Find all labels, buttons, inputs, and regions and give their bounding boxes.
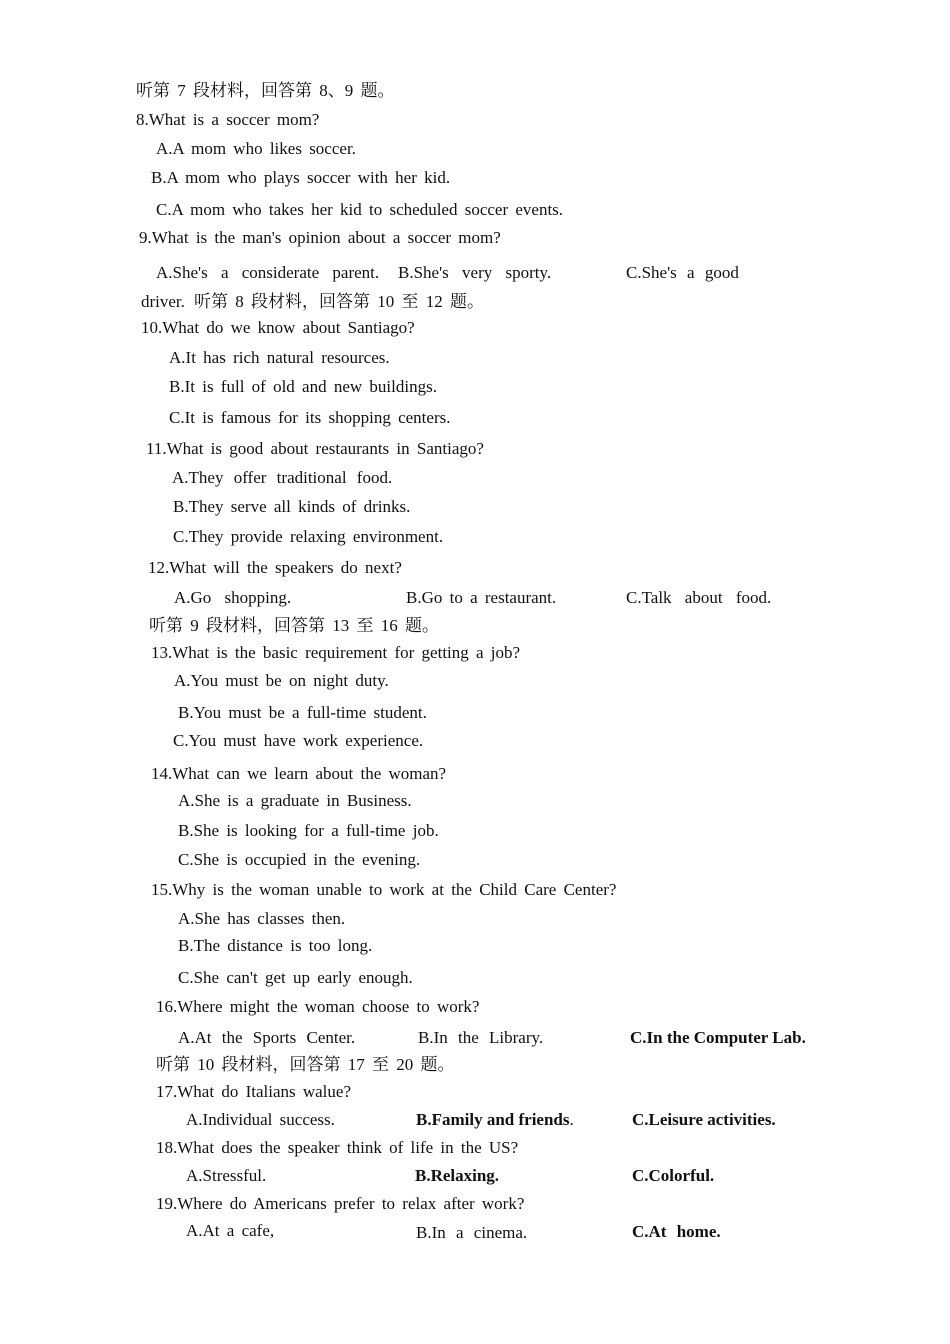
option-13b: B.You must be a full-time student. [178, 703, 427, 722]
option-18b: B.Relaxing. [415, 1166, 500, 1185]
option-9b: B.She's very sporty. [398, 263, 552, 282]
option-18c: C.Colorful. [632, 1166, 715, 1185]
option-16b: B.In the Library. [418, 1028, 544, 1047]
option-17a: A.Individual success. [186, 1110, 335, 1129]
option-11b: B.They serve all kinds of drinks. [173, 497, 411, 516]
option-11c: C.They provide relaxing environment. [173, 527, 444, 546]
option-15c: C.She can't get up early enough. [178, 968, 413, 987]
option-14a: A.She is a graduate in Business. [178, 791, 412, 810]
option-17b [416, 1109, 574, 1131]
option-9a: A.She's a considerate parent. [156, 263, 380, 282]
option-19c: C.At home. [632, 1222, 721, 1241]
option-8a: A.A mom who likes soccer. [156, 139, 356, 158]
option-18a: A.Stressful. [186, 1166, 267, 1185]
option-15a: A.She has classes then. [178, 909, 346, 928]
option-9c-continued: driver. [141, 292, 185, 311]
section-instruction: 听第 8 段材料，回答第 10 至 12 题。 [194, 292, 484, 311]
option-8c: C.A mom who takes her kid to scheduled soccer events. [156, 200, 564, 219]
option-9c: C.She's a good [626, 263, 739, 282]
question-13: 13.What is the basic requirement for getting a job? [151, 643, 521, 662]
option-8b: B.A mom who plays soccer with her kid. [151, 168, 451, 187]
question-9: 9.What is the man's opinion about a soccer mom? [139, 228, 501, 247]
option-14c: C.She is occupied in the evening. [178, 850, 421, 869]
question-19: 19.Where do Americans prefer to relax after work? [156, 1194, 525, 1213]
question-16: 16.Where might the woman choose to work? [156, 997, 480, 1016]
question-18: 18.What does the speaker think of life in the US? [156, 1138, 519, 1157]
option-10c: C.It is famous for its shopping centers. [169, 408, 451, 427]
option-16a: A.At the Sports Center. [178, 1028, 356, 1047]
question-11: 11.What is good about restaurants in Santiago? [146, 439, 484, 458]
option-13a: A.You must be on night duty. [174, 671, 389, 690]
option-13c: C.You must have work experience. [173, 731, 424, 750]
option-12b: B.Go to a restaurant. [406, 588, 557, 607]
option-17b-text: B.Family and friends [416, 1110, 570, 1129]
option-10b: B.It is full of old and new buildings. [169, 377, 437, 396]
option-10a: A.It has rich natural resources. [169, 348, 390, 367]
option-19b: B.In a cinema. [416, 1223, 528, 1242]
option-14b: B.She is looking for a full-time job. [178, 821, 439, 840]
option-12c: C.Talk about food. [626, 588, 772, 607]
option-17c: C.Leisure activities. [632, 1110, 776, 1129]
question-10: 10.What do we know about Santiago? [141, 318, 415, 337]
option-17b-period: . [569, 1110, 574, 1129]
option-11a: A.They offer traditional food. [172, 468, 393, 487]
section-instruction: 听第 9 段材料，回答第 13 至 16 题。 [149, 616, 439, 635]
option-16c: C.In the Computer Lab. [630, 1028, 806, 1047]
question-8: 8.What is a soccer mom? [136, 110, 320, 129]
option-19a: A.At a cafe, [186, 1221, 275, 1240]
option-12a: A.Go shopping. [174, 588, 292, 607]
question-12: 12.What will the speakers do next? [148, 558, 402, 577]
option-15b: B.The distance is too long. [178, 936, 373, 955]
section-instruction: 听第 10 段材料，回答第 17 至 20 题。 [156, 1055, 455, 1074]
question-15: 15.Why is the woman unable to work at the Child Care Center? [151, 880, 617, 899]
section-instruction: 听第 7 段材料，回答第 8、9 题。 [136, 81, 395, 100]
question-14: 14.What can we learn about the woman? [151, 764, 447, 783]
question-17: 17.What do Italians walue? [156, 1082, 351, 1101]
